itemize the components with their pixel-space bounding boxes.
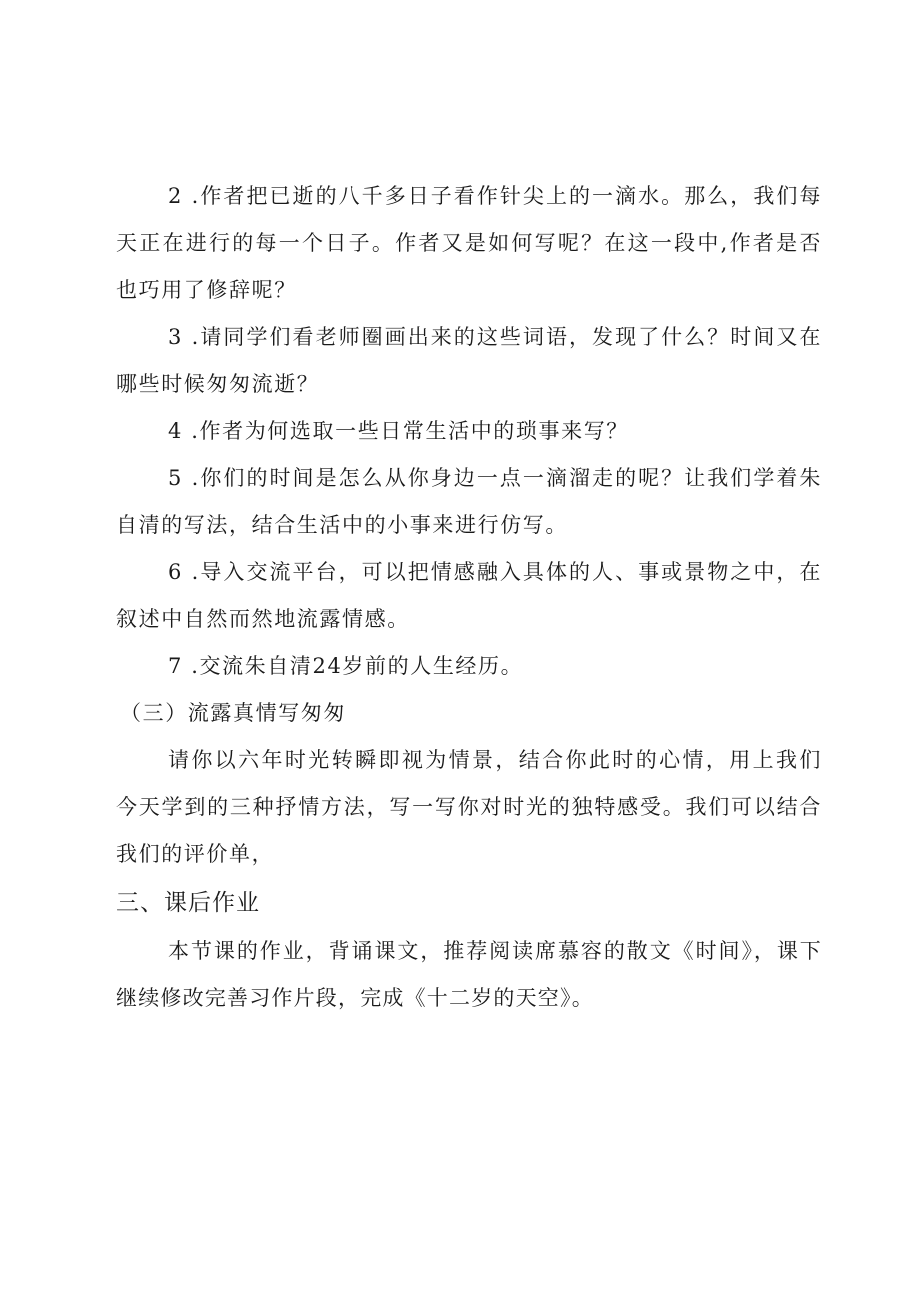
homework-body: 本节课的作业，背诵课文，推荐阅读席慕容的散文《时间》，课下继续修改完善习作片段，完成《十二岁的天空》。	[116, 939, 822, 1010]
question-7-paragraph: 7 .交流朱自清24岁前的人生经历。	[168, 654, 524, 678]
homework-heading: 三、课后作业	[116, 890, 260, 916]
question-6-paragraph: 6 .导入交流平台，可以把情感融入具体的人、事或景物之中，在叙述中自然而然地流露情感。	[116, 560, 822, 631]
question-5-paragraph: 5 .你们的时间是怎么从你身边一点一滴溜走的呢？让我们学着朱自清的写法，结合生活中的小事来进行仿写。	[116, 466, 822, 537]
section-3-title: （三）流露真情写匆匆	[120, 701, 346, 725]
question-3-paragraph: 3 .请同学们看老师圈画出来的这些词语，发现了什么？时间又在哪些时候匆匆流逝？	[116, 325, 822, 396]
section-3-body: 请你以六年时光转瞬即视为情景，结合你此时的心情，用上我们今天学到的三种抒情方法，写一写你对时光的独特感受。我们可以结合我们的评价单，	[116, 748, 822, 866]
question-4-paragraph: 4 .作者为何选取一些日常生活中的琐事来写？	[168, 419, 629, 443]
document-body	[116, 173, 822, 1022]
question-2-paragraph: 2 .作者把已逝的八千多日子看作针尖上的一滴水。那么，我们每天正在进行的每一个日子。作者又是如何写呢？在这一段中,作者是否也巧用了修辞呢？	[116, 184, 822, 302]
